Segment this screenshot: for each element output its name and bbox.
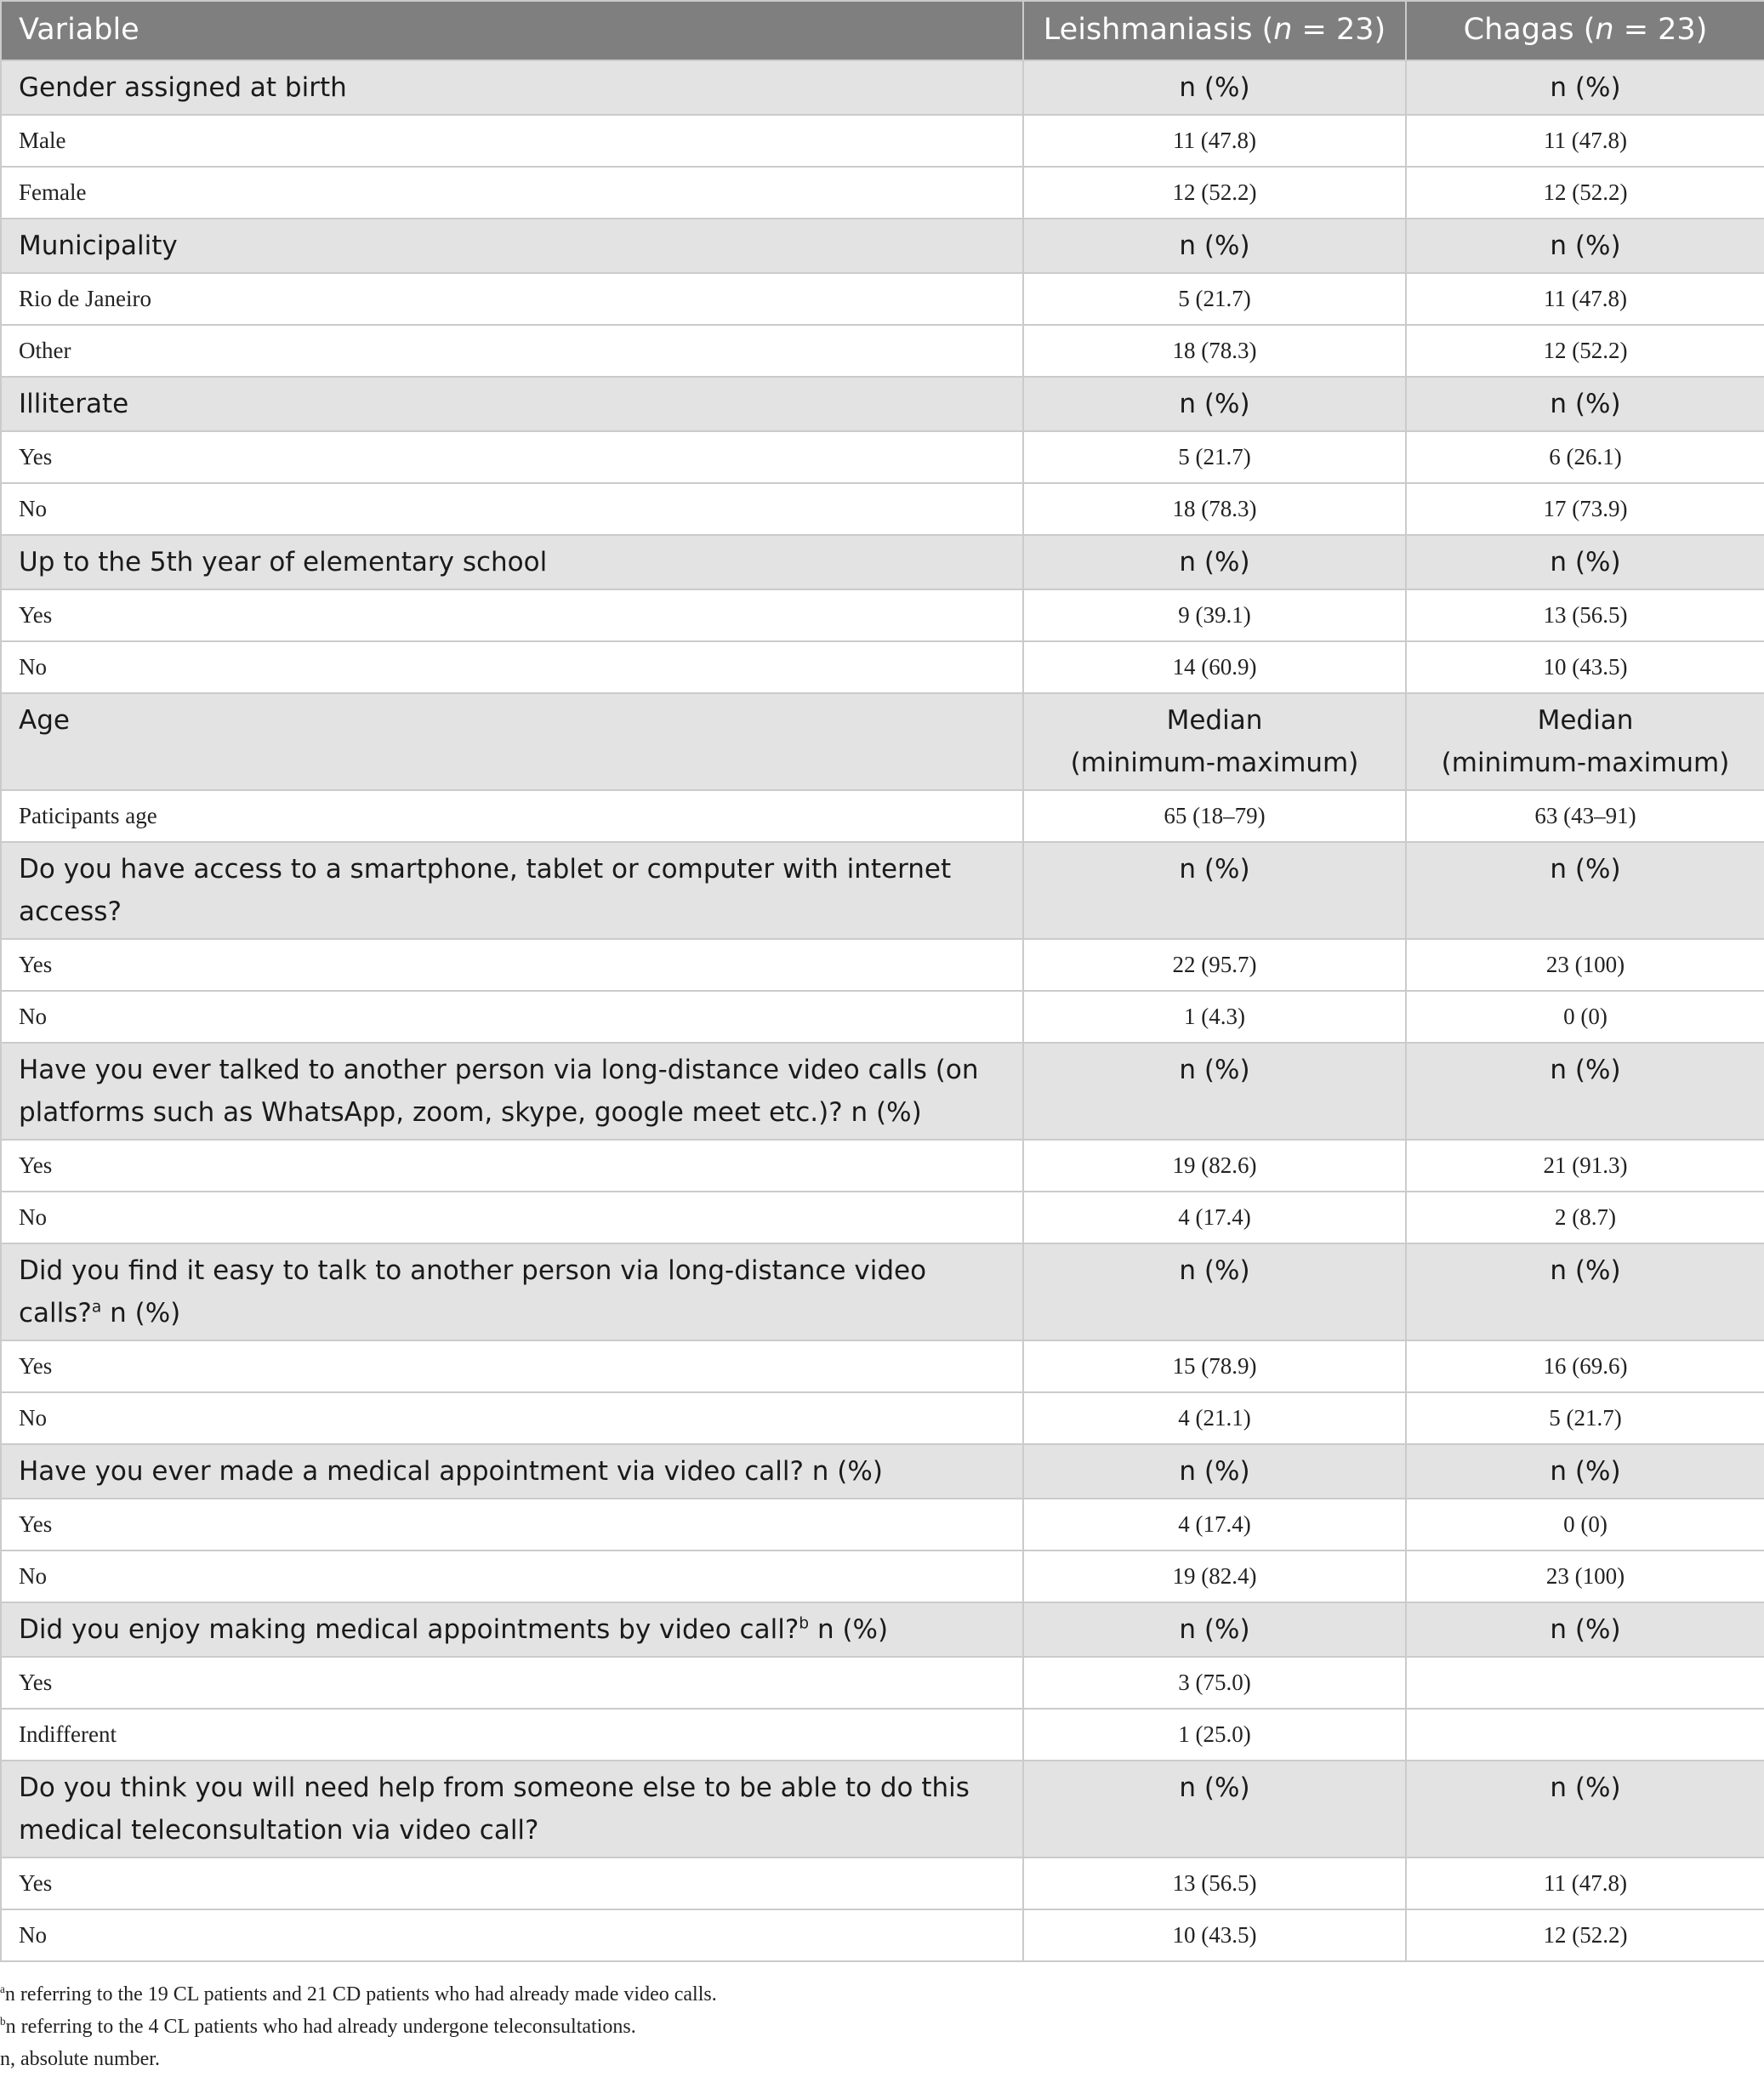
- section-label: [1, 219, 1023, 273]
- row-label: Female: [1, 167, 1023, 219]
- header-row: [1, 1, 1764, 60]
- cell-chagas: 23 (100): [1406, 1550, 1764, 1602]
- section-label: [1, 60, 1023, 115]
- section-label: [1, 693, 1023, 790]
- cell-chagas: 13 (56.5): [1406, 589, 1764, 641]
- cell-leishmaniasis: 4 (17.4): [1023, 1499, 1406, 1550]
- cell-chagas: 11 (47.8): [1406, 1858, 1764, 1909]
- section-header-row: [1, 1043, 1764, 1140]
- table-row: [1, 991, 1764, 1043]
- section-stat-chagas: n (%): [1406, 377, 1764, 431]
- cell-leishmaniasis: 4 (21.1): [1023, 1392, 1406, 1444]
- cell-leishmaniasis: 5 (21.7): [1023, 431, 1406, 483]
- section-label: [1, 1043, 1023, 1140]
- row-label: Rio de Janeiro: [1, 273, 1023, 325]
- cell-leishmaniasis: 19 (82.4): [1023, 1550, 1406, 1602]
- cell-chagas: 11 (47.8): [1406, 115, 1764, 167]
- table-row: [1, 1550, 1764, 1602]
- row-label: Yes: [1, 1858, 1023, 1909]
- cell-leishmaniasis: 65 (18–79): [1023, 790, 1406, 842]
- cell-chagas: [1406, 1709, 1764, 1761]
- table-row: [1, 273, 1764, 325]
- section-label-text: Did you enjoy making medical appointments by video call?: [19, 1614, 799, 1645]
- section-label: [1, 535, 1023, 589]
- table-row: [1, 1340, 1764, 1392]
- cell-chagas: 5 (21.7): [1406, 1392, 1764, 1444]
- section-header-row: [1, 60, 1764, 115]
- row-label: Yes: [1, 1340, 1023, 1392]
- section-stat-leishmaniasis: n (%): [1023, 60, 1406, 115]
- cell-chagas: 0 (0): [1406, 991, 1764, 1043]
- row-label: Indifferent: [1, 1709, 1023, 1761]
- section-stat-chagas: n (%): [1406, 1602, 1764, 1657]
- cell-chagas: 21 (91.3): [1406, 1140, 1764, 1192]
- row-label: Yes: [1, 589, 1023, 641]
- table-row: [1, 589, 1764, 641]
- table-row: [1, 1140, 1764, 1192]
- table-row: [1, 431, 1764, 483]
- section-header-row: [1, 842, 1764, 939]
- section-header-row: [1, 219, 1764, 273]
- cell-leishmaniasis: 19 (82.6): [1023, 1140, 1406, 1192]
- section-label: [1, 1243, 1023, 1340]
- row-label: Yes: [1, 939, 1023, 991]
- section-stat-chagas: n (%): [1406, 842, 1764, 939]
- table-row: [1, 1392, 1764, 1444]
- table-row: [1, 641, 1764, 693]
- section-stat-chagas: n (%): [1406, 219, 1764, 273]
- section-stat-chagas: Median (minimum-maximum): [1406, 693, 1764, 790]
- section-label-text: Have you ever made a medical appointment via video call? n (%): [19, 1456, 883, 1487]
- row-label: No: [1, 1909, 1023, 1961]
- table-row: [1, 483, 1764, 535]
- table-row: [1, 325, 1764, 377]
- cell-chagas: 11 (47.8): [1406, 273, 1764, 325]
- cell-leishmaniasis: 5 (21.7): [1023, 273, 1406, 325]
- footnote-marker: b: [799, 1614, 810, 1633]
- cell-leishmaniasis: 22 (95.7): [1023, 939, 1406, 991]
- section-stat-leishmaniasis: n (%): [1023, 1043, 1406, 1140]
- section-label-text: Gender assigned at birth: [19, 72, 347, 103]
- header-variable: Variable: [1, 1, 1023, 60]
- row-label: Male: [1, 115, 1023, 167]
- table-row: [1, 115, 1764, 167]
- row-label: No: [1, 1392, 1023, 1444]
- cell-leishmaniasis: 4 (17.4): [1023, 1192, 1406, 1243]
- cell-leishmaniasis: 11 (47.8): [1023, 115, 1406, 167]
- section-label-text: Do you think you will need help from someone else to be able to do this medical teleconsultation via video call?: [19, 1772, 970, 1846]
- section-header-row: [1, 535, 1764, 589]
- row-label: Yes: [1, 1657, 1023, 1709]
- section-stat-chagas: n (%): [1406, 1444, 1764, 1499]
- table-row: [1, 790, 1764, 842]
- section-label: [1, 1602, 1023, 1657]
- cell-leishmaniasis: 10 (43.5): [1023, 1909, 1406, 1961]
- section-stat-leishmaniasis: n (%): [1023, 1243, 1406, 1340]
- table-row: [1, 1192, 1764, 1243]
- cell-chagas: 12 (52.2): [1406, 167, 1764, 219]
- cell-chagas: 0 (0): [1406, 1499, 1764, 1550]
- cell-leishmaniasis: 3 (75.0): [1023, 1657, 1406, 1709]
- footnote-marker: a: [91, 1298, 102, 1317]
- row-label: Yes: [1, 431, 1023, 483]
- section-header-row: [1, 1602, 1764, 1657]
- table-row: [1, 1709, 1764, 1761]
- row-label: No: [1, 1550, 1023, 1602]
- cell-leishmaniasis: 9 (39.1): [1023, 589, 1406, 641]
- section-stat-leishmaniasis: Median (minimum-maximum): [1023, 693, 1406, 790]
- table-row: [1, 1858, 1764, 1909]
- section-stat-leishmaniasis: n (%): [1023, 377, 1406, 431]
- section-stat-chagas: n (%): [1406, 60, 1764, 115]
- section-stat-chagas: n (%): [1406, 1243, 1764, 1340]
- footnote-b: $^b$n referring to the 4 CL patients who had already undergone teleconsultations.: [0, 2015, 636, 2038]
- row-label: Other: [1, 325, 1023, 377]
- section-stat-leishmaniasis: n (%): [1023, 1444, 1406, 1499]
- cell-chagas: 6 (26.1): [1406, 431, 1764, 483]
- section-label: [1, 1761, 1023, 1858]
- table-row: [1, 939, 1764, 991]
- section-header-row: [1, 1761, 1764, 1858]
- cell-leishmaniasis: 18 (78.3): [1023, 483, 1406, 535]
- cell-leishmaniasis: 1 (25.0): [1023, 1709, 1406, 1761]
- cell-chagas: 10 (43.5): [1406, 641, 1764, 693]
- cell-leishmaniasis: 15 (78.9): [1023, 1340, 1406, 1392]
- row-label: No: [1, 991, 1023, 1043]
- header-leishmaniasis: Leishmaniasis (n = 23): [1023, 1, 1406, 60]
- section-label-text: Do you have access to a smartphone, tablet or computer with internet access?: [19, 854, 952, 927]
- section-label: [1, 842, 1023, 939]
- section-header-row: [1, 377, 1764, 431]
- section-stat-leishmaniasis: n (%): [1023, 842, 1406, 939]
- table-row: [1, 1499, 1764, 1550]
- section-label-text: Up to the 5th year of elementary school: [19, 547, 548, 577]
- row-label: No: [1, 1192, 1023, 1243]
- section-label-text: Have you ever talked to another person via long-distance video calls (on platforms such as WhatsApp, zoom, skype, google meet etc.)? n (%): [19, 1055, 979, 1128]
- table-row: [1, 1909, 1764, 1961]
- section-label: [1, 377, 1023, 431]
- row-label: No: [1, 483, 1023, 535]
- cell-chagas: [1406, 1657, 1764, 1709]
- section-header-row: [1, 1243, 1764, 1340]
- footnote-a: $^a$n referring to the 19 CL patients and 21 CD patients who had already made video calls.: [0, 1983, 717, 2006]
- cell-leishmaniasis: 14 (60.9): [1023, 641, 1406, 693]
- cell-chagas: 17 (73.9): [1406, 483, 1764, 535]
- section-stat-chagas: n (%): [1406, 1761, 1764, 1858]
- cell-chagas: 12 (52.2): [1406, 325, 1764, 377]
- section-stat-leishmaniasis: n (%): [1023, 1761, 1406, 1858]
- row-label: Yes: [1, 1499, 1023, 1550]
- table-row: [1, 167, 1764, 219]
- section-label-text: Municipality: [19, 230, 178, 261]
- header-chagas: Chagas (n = 23): [1406, 1, 1764, 60]
- section-label-text: Did you find it easy to talk to another person via long-distance video calls?: [19, 1255, 927, 1328]
- row-label: Yes: [1, 1140, 1023, 1192]
- cell-chagas: 63 (43–91): [1406, 790, 1764, 842]
- section-label-tail: n (%): [101, 1298, 181, 1328]
- footnote-n: n, absolute number.: [0, 2048, 160, 2070]
- section-label-tail: n (%): [809, 1614, 889, 1645]
- section-stat-leishmaniasis: n (%): [1023, 1602, 1406, 1657]
- cell-chagas: 23 (100): [1406, 939, 1764, 991]
- cell-leishmaniasis: 12 (52.2): [1023, 167, 1406, 219]
- table-row: [1, 1657, 1764, 1709]
- cell-leishmaniasis: 18 (78.3): [1023, 325, 1406, 377]
- cell-leishmaniasis: 13 (56.5): [1023, 1858, 1406, 1909]
- cell-leishmaniasis: 1 (4.3): [1023, 991, 1406, 1043]
- cell-chagas: 16 (69.6): [1406, 1340, 1764, 1392]
- row-label: Paticipants age: [1, 790, 1023, 842]
- row-label: No: [1, 641, 1023, 693]
- section-stat-chagas: n (%): [1406, 535, 1764, 589]
- cell-chagas: 2 (8.7): [1406, 1192, 1764, 1243]
- section-label-text: Age: [19, 705, 70, 736]
- table-body: [1, 60, 1764, 1961]
- section-header-row: [1, 693, 1764, 790]
- section-header-row: [1, 1444, 1764, 1499]
- section-stat-chagas: n (%): [1406, 1043, 1764, 1140]
- section-label: [1, 1444, 1023, 1499]
- section-stat-leishmaniasis: n (%): [1023, 219, 1406, 273]
- cell-chagas: 12 (52.2): [1406, 1909, 1764, 1961]
- section-stat-leishmaniasis: n (%): [1023, 535, 1406, 589]
- section-label-text: Illiterate: [19, 389, 129, 419]
